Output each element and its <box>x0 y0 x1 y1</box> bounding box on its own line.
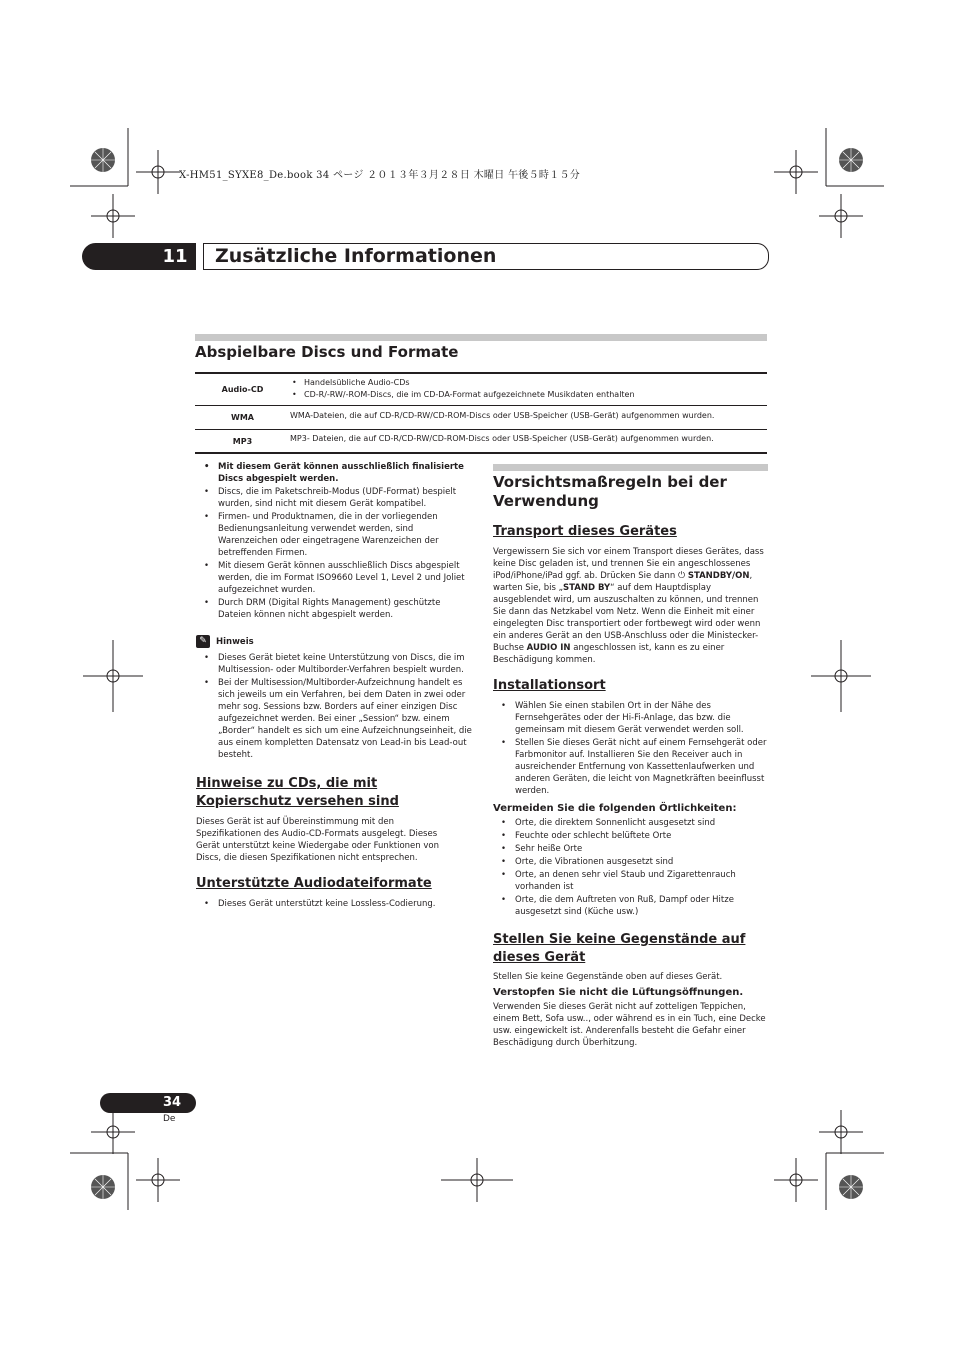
no-objects-text: Stellen Sie keine Gegenstände oben auf dieses Gerät. <box>493 972 723 982</box>
list-item: • Orte, die direktem Sonnenlicht ausgesetzt sind <box>493 817 768 829</box>
table-key: MP3 <box>232 436 253 446</box>
list-item: • Orte, die dem Auftreten von Ruß, Dampf oder Hitze ausgesetzt sind (Küche usw.) <box>493 894 768 918</box>
list-item: • Feuchte oder schlecht belüftete Orte <box>493 830 768 842</box>
right-column <box>493 473 768 1049</box>
list-item: • Bei der Multisession/Multiborder-Aufzeichnung handelt es sich jeweils um ein Verfahren, bei dem Daten in zwei oder mehr sog. Sessions bzw. Borders auf einer einzigen Disc aufgezeichnet werden. Bei einer „Session“ bzw. einem „Border“ handelt es sich um eine Aufzeichnungseinheit, die aus einem kompletten Datensatz von Lead-in bis Lead-out besteht. <box>196 677 472 761</box>
installation-bullets <box>493 700 768 797</box>
table-item: CD-R/-RW/-ROM-Discs, die im CD-DA-Format aufgezeichnete Musikdaten enthalten <box>304 390 635 399</box>
audio-formats-title: Unterstützte Audiodateiformate <box>196 876 432 891</box>
page-language: De <box>163 1114 176 1124</box>
list-item: • Firmen- und Produktnamen, die in der vorliegenden Bedienungsanleitung verwendet werden, sind Warenzeichen oder eingetragene Warenzeichen der betreffenden Firmen. <box>196 511 472 559</box>
table-item: Handelsübliche Audio-CDs <box>304 378 410 387</box>
note-bullets <box>196 652 472 761</box>
chapter-title: Zusätzliche Informationen <box>215 245 497 267</box>
list-item: • Wählen Sie einen stabilen Ort in der Nähe des Fernsehgerätes oder der Hi-Fi-Anlage, das bzw. die gemeinsam mit diesem Gerät verwendet werden soll. <box>493 700 768 736</box>
note-label: Hinweis <box>216 636 254 647</box>
transport-title: Transport dieses Gerätes <box>493 524 677 539</box>
vent-label: Verstopfen Sie nicht die Lüftungsöffnungen. <box>493 987 744 998</box>
no-objects-title: Stellen Sie keine Gegenstände auf dieses Gerät <box>493 932 746 965</box>
table-row <box>195 374 767 406</box>
standby-on-label: STANDBY/ON <box>687 571 750 581</box>
section-bar <box>195 334 767 341</box>
stand-by-label: STAND BY <box>563 583 611 593</box>
note-header <box>196 634 472 649</box>
print-header: X-HM51_SYXE8_De.book 34 ページ ２０１３年３月２８日 木曜日 午後５時１５分 <box>179 170 581 181</box>
list-item: • Dieses Gerät unterstützt keine Lossless-Codierung. <box>196 898 472 910</box>
transport-text-2: , warten Sie, bis „ <box>493 571 753 593</box>
section-title-precautions: Vorsichtsmaßregeln bei der Verwendung <box>493 473 727 510</box>
table-key: Audio-CD <box>221 385 264 394</box>
table-value: MP3- Dateien, die auf CD-R/CD-RW/CD-ROM-Discs oder USB-Speicher (USB-Gerät) aufgenommen wurden. <box>290 434 714 443</box>
chapter-number: 11 <box>162 246 188 267</box>
transport-text: Vergewissern Sie sich vor einem Transport dieses Gerätes, dass keine Disc geladen ist, und trennen Sie ein angeschlossenes iPod/iPhone/iPad ggf. ab. Drücken Sie dann ⏻ STANDBY/ON, warten Sie, bis „STAND BY“ auf dem Hauptdisplay ausgeblendet wird, um auszuschalten zu können, und trennen Sie dann das Netzkabel vom Netz. Wenn die Einheit mit einer eingelegten Disc transportiert oder fortbewegt wird oder wenn ein anderes Gerät an den USB-Anschluss oder die Ministecker-Buchse AUDIO IN angeschlossen ist, kann es zu einer Beschädigung kommen. <box>493 547 764 665</box>
avoid-label: Vermeiden Sie die folgenden Örtlichkeiten: <box>493 803 737 814</box>
vent-text: Verwenden Sie dieses Gerät nicht auf zotteligen Teppichen, einem Bett, Sofa usw.., oder während es in ein Tuch, eine Decke usw. eingewickelt ist. Anderenfalls besteht die Gefahr einer Beschädigung durch Überhitzung. <box>493 1002 766 1048</box>
table-value: • Handelsübliche Audio-CDs • CD-R/-RW/-ROM-Discs, die im CD-DA-Format aufgezeichnete Musikdaten enthalten <box>292 378 635 399</box>
audio-formats-bullets <box>196 898 472 910</box>
copy-protect-title: Hinweise zu CDs, die mit Kopierschutz versehen sind <box>196 776 399 809</box>
left-column <box>196 461 472 911</box>
installation-title: Installationsort <box>493 678 606 693</box>
list-item: • Durch DRM (Digital Rights Management) geschützte Dateien können nicht abgespielt werden. <box>196 597 472 621</box>
list-item: • Discs, die im Paketschreib-Modus (UDF-Format) bespielt wurden, sind nicht mit diesem Gerät kompatibel. <box>196 486 472 510</box>
table-row <box>195 430 767 454</box>
list-item: • Dieses Gerät bietet keine Unterstützung von Discs, die im Multisession- oder Multiborder-Verfahren bespielt wurden. <box>196 652 472 676</box>
section-bar <box>493 464 768 471</box>
table-key: WMA <box>231 413 254 422</box>
table-value: WMA-Dateien, die auf CD-R/CD-RW/CD-ROM-Discs oder USB-Speicher (USB-Gerät) aufgenommen wurden. <box>290 411 715 420</box>
section-title-discs: Abspielbare Discs und Formate <box>195 343 459 361</box>
copy-protect-text: Dieses Gerät ist auf Übereinstimmung mit den Spezifikationen des Audio-CD-Formats ausgelegt. Dieses Gerät unterstützt keine Wiedergabe oder Funktionen von Discs, die diesen Spezifikationen nicht entsprechen. <box>196 817 439 863</box>
formats-table <box>195 372 767 454</box>
disc-bullets <box>196 461 472 621</box>
avoid-bullets <box>493 817 768 918</box>
transport-text-1: Vergewissern Sie sich vor einem Transport dieses Gerätes, dass keine Disc geladen ist, und trennen Sie ein angeschlossenes iPod/iPhone/iPad ggf. ab. Drücken Sie dann <box>493 547 764 581</box>
note-icon: ✎ <box>196 635 210 648</box>
list-item: • Orte, die Vibrationen ausgesetzt sind <box>493 856 768 868</box>
transport-text-3: “ auf dem Hauptdisplay ausgeblendet wird, um auszuschalten zu können, und trennen Sie dann das Netzkabel vom Netz. Wenn die Einheit mit einer eingelegten Disc transportiert oder fortbewegt wird oder wenn ein anderes Gerät an den USB-Anschluss oder die Ministecker-Buchse <box>493 583 761 653</box>
list-item: • Mit diesem Gerät können ausschließlich finalisierte Discs abgespielt werden. <box>196 461 472 485</box>
audio-in-label: AUDIO IN <box>526 643 571 653</box>
list-item: • Mit diesem Gerät können ausschließlich Discs abgespielt werden, die im Format ISO9660 Level 1, Level 2 und Joliet aufgezeichnet wurden. <box>196 560 472 596</box>
list-item: • Orte, an denen sehr viel Staub und Zigarettenrauch vorhanden ist <box>493 869 768 893</box>
transport-text-4: angeschlossen ist, kann es zu einer Beschädigung kommen. <box>493 643 725 665</box>
list-item: • Sehr heiße Orte <box>493 843 768 855</box>
page-number: 34 <box>162 1095 182 1110</box>
list-item: • Stellen Sie dieses Gerät nicht auf einem Fernsehgerät oder Farbmonitor auf. Installieren Sie den Receiver auch in ausreichender Entfernung von Kassettenlaufwerken und anderen Geräten, die leicht von Magnetkräften beeinflusst werden. <box>493 737 768 797</box>
table-row <box>195 406 767 430</box>
